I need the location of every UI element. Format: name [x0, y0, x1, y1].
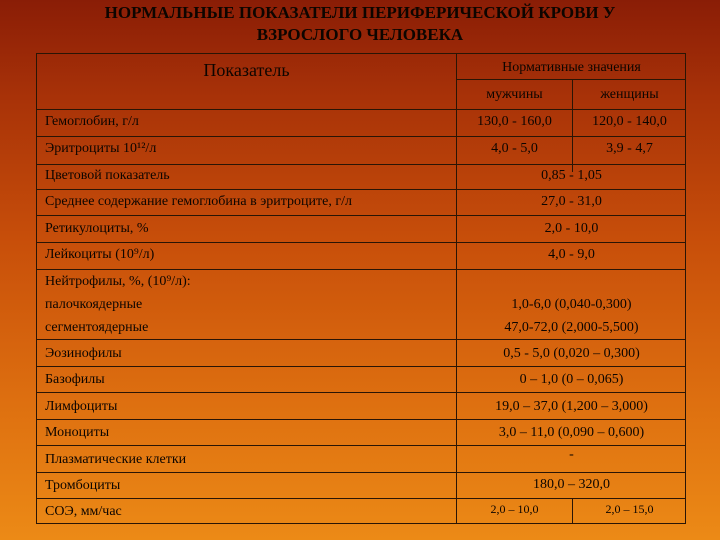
- monocytes-value: 3,0 – 11,0 (0,090 – 0,600): [498, 425, 645, 440]
- plasma-cells-label: Плазматические клетки: [45, 452, 187, 467]
- header-men: мужчины: [486, 87, 543, 102]
- neutrophils-band-label: палочкоядерные: [45, 297, 143, 312]
- plasma-cells-value: -: [569, 447, 574, 462]
- row-divider: [37, 472, 686, 473]
- row-divider: [37, 269, 686, 270]
- blood-norms-table: [36, 53, 686, 524]
- title-line-1: НОРМАЛЬНЫЕ ПОКАЗАТЕЛИ ПЕРИФЕРИЧЕСКОЙ КРОВИ У: [104, 3, 616, 22]
- header-normative: Нормативные значения: [502, 60, 641, 75]
- header-women: женщины: [600, 87, 659, 102]
- row-divider: [37, 339, 686, 340]
- header-indicator: Показатель: [203, 60, 290, 80]
- row-divider: [37, 392, 686, 393]
- row-divider: [37, 419, 686, 420]
- leukocytes-value: 4,0 - 9,0: [548, 247, 595, 262]
- row-divider: [37, 164, 686, 165]
- lymphocytes-label: Лимфоциты: [45, 399, 118, 414]
- hemoglobin-men: 130,0 - 160,0: [477, 114, 552, 129]
- eosinophils-label: Эозинофилы: [45, 346, 122, 361]
- leukocytes-label: Лейкоциты (10⁹/л): [45, 247, 155, 262]
- esr-women: 2,0 – 15,0: [605, 502, 654, 516]
- neutrophils-band-value: 1,0-6,0 (0,040-0,300): [511, 297, 632, 312]
- hemoglobin-women: 120,0 - 140,0: [592, 114, 667, 129]
- platelets-label: Тромбоциты: [45, 478, 121, 493]
- row-divider: [37, 136, 686, 137]
- lymphocytes-value: 19,0 – 37,0 (1,200 – 3,000): [495, 399, 648, 414]
- neutrophils-label: Нейтрофилы, %, (10⁹/л):: [45, 274, 191, 289]
- color-index-value: 0,85 - 1,05: [541, 168, 602, 183]
- reticulocytes-label: Ретикулоциты, %: [45, 221, 149, 236]
- row-divider: [37, 498, 686, 499]
- erythrocytes-men: 4,0 - 5,0: [491, 141, 538, 156]
- erythrocytes-women: 3,9 - 4,7: [606, 141, 653, 156]
- monocytes-label: Моноциты: [45, 425, 110, 440]
- basophils-value: 0 – 1,0 (0 – 0,065): [519, 372, 624, 387]
- row-divider: [37, 366, 686, 367]
- mch-label: Среднее содержание гемоглобина в эритроците, г/л: [45, 194, 352, 209]
- reticulocytes-value: 2,0 - 10,0: [544, 221, 599, 236]
- neutrophils-seg-label: сегментоядерные: [45, 320, 149, 335]
- mch-value: 27,0 - 31,0: [541, 194, 602, 209]
- esr-men: 2,0 – 10,0: [490, 502, 539, 516]
- row-divider: [37, 189, 686, 190]
- color-index-label: Цветовой показатель: [45, 168, 170, 183]
- basophils-label: Базофилы: [45, 372, 105, 387]
- platelets-value: 180,0 – 320,0: [533, 477, 610, 492]
- row-divider: [37, 215, 686, 216]
- eosinophils-value: 0,5 - 5,0 (0,020 – 0,300): [503, 346, 640, 361]
- neutrophils-seg-value: 47,0-72,0 (2,000-5,500): [504, 320, 639, 335]
- page-title: [0, 2, 720, 46]
- row-divider: [37, 109, 686, 110]
- erythrocytes-label: Эритроциты 10¹²/л: [45, 141, 157, 156]
- title-line-2: ВЗРОСЛОГО ЧЕЛОВЕКА: [256, 25, 464, 44]
- row-divider: [37, 242, 686, 243]
- esr-label: СОЭ, мм/час: [45, 504, 122, 519]
- hemoglobin-label: Гемоглобин, г/л: [45, 114, 139, 129]
- header-subdivider: [456, 79, 686, 80]
